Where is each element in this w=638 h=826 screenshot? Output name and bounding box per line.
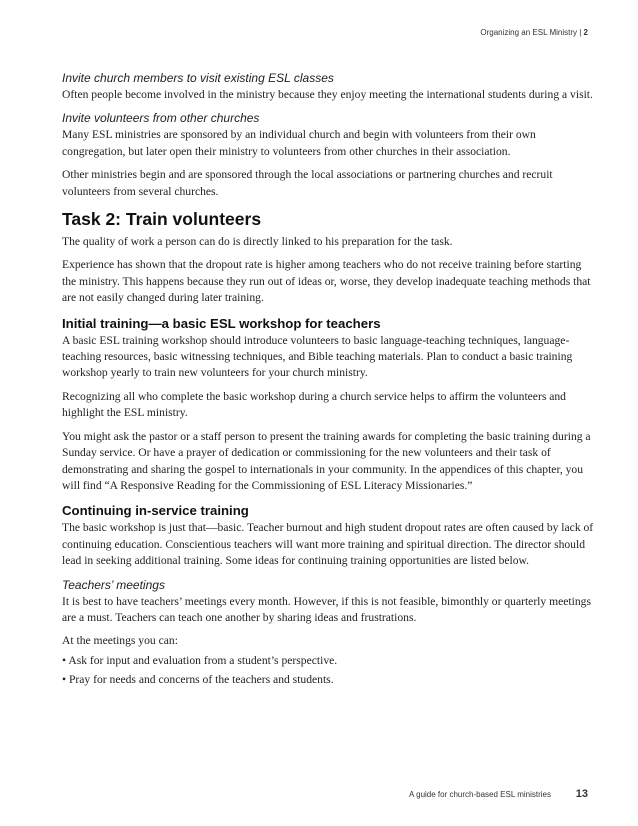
chapter-number: 2 [583, 28, 588, 37]
paragraph-experience: Experience has shown that the dropout rate is higher among teachers who do not receive training before starting the ministry. This happens because they run out of ideas or, worse, they develop inadequate teaching methods that are not easily changed during later training. [62, 258, 591, 305]
section-heading-task2: Task 2: Train volunteers [62, 209, 262, 230]
footer-book-title: A guide for church-based ESL ministries [409, 790, 551, 799]
page-footer [0, 788, 638, 804]
paragraph-workshop: A basic ESL training workshop should introduce volunteers to basic language-teaching techniques, language-teaching resources, basic witnessing techniques, and Bible teaching materials. Plan to conduct a basic training workshop yearly to train new volunteers for your church ministry. [62, 333, 573, 380]
bullet-item-pray: • Pray for needs and concerns of the teachers and students. [62, 673, 334, 687]
bullet-item-input: • Ask for input and evaluation from a student’s perspective. [62, 653, 338, 667]
heading-initial-training: Initial training—a basic ESL workshop for teachers [62, 315, 381, 331]
paragraph-visit: Often people become involved in the ministry because they enjoy meeting the international students during a visit. [62, 88, 593, 101]
subheading-visit-classes: Invite church members to visit existing ESL classes [62, 71, 334, 85]
running-header [480, 28, 588, 37]
paragraph-pastor: You might ask the pastor or a staff person to present the training awards for completing the basic training during a Sunday service. Or have a prayer of dedication or commissioning for the new volunteers and their task of demonstrating and sharing the gospel to internationals in your community. In the appendices of this chapter, you will find “A Responsive Reading for the Commissioning of ESL Literacy Missionaries.” [62, 429, 591, 492]
paragraph-at-meetings: At the meetings you can: [62, 634, 178, 648]
paragraph-quality: The quality of work a person can do is directly linked to his preparation for the task. [62, 235, 453, 249]
paragraph-basic: The basic workshop is just that—basic. Teacher burnout and high student dropout rates are often caused by lack of continuing education. Conscientious teachers will want more training and spiritual direction. The director should lead in seeking additional training. Some ideas for continuing training opportunities are listed below. [62, 521, 594, 568]
paragraph-recognizing: Recognizing all who complete the basic workshop during a church service helps to affirm the volunteers and highlight the ESL ministry. [62, 389, 566, 420]
subheading-teachers-meetings: Teachers’ meetings [62, 577, 165, 592]
running-title: Organizing an ESL Ministry [480, 28, 577, 37]
subheading-other-churches: Invite volunteers from other churches [62, 111, 260, 126]
paragraph-sponsored: Many ESL ministries are sponsored by an individual church and begin with volunteers from their own congregation, but later open their ministry to volunteers from other churches in their association. [62, 128, 536, 158]
running-separator: | [579, 28, 582, 37]
heading-continuing-training: Continuing in-service training [62, 503, 249, 519]
page-number: 13 [575, 788, 588, 800]
paragraph-associations: Other ministries begin and are sponsored through the local associations or partnering churches and recruit volunteers from several churches. [62, 168, 553, 198]
page-body [62, 70, 594, 692]
paragraph-meetings: It is best to have teachers’ meetings every month. However, if this is not feasible, bimonthly or quarterly meetings are a must. Teachers can teach one another by sharing ideas and frustrations. [62, 594, 591, 624]
